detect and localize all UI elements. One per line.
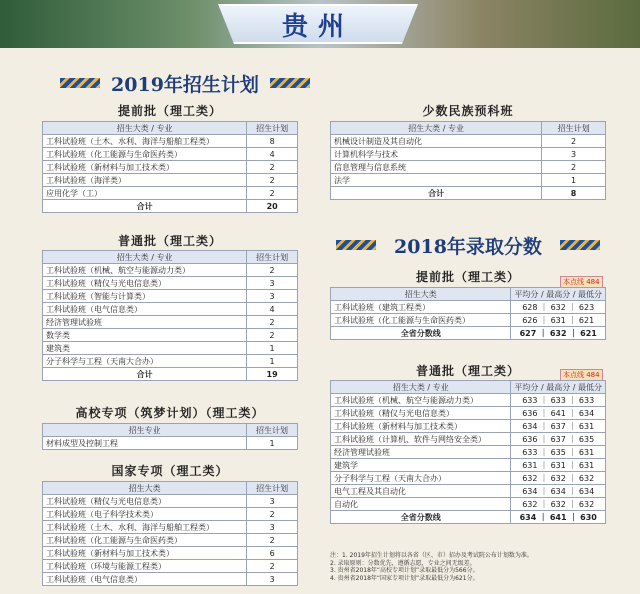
table-row [43, 355, 298, 368]
footnote: 4. 贵州省2018年“国家专项计划”录取最低分为621分。 [330, 574, 479, 582]
cell-value: 626 ｜ 631 ｜ 621 [511, 314, 606, 327]
cell-value: 2 [247, 508, 298, 521]
table-row [43, 329, 298, 342]
cell-name: 工科试验班（电气信息类） [43, 573, 247, 586]
cell-name: 工科试验班（精仪与光电信息类） [43, 495, 247, 508]
cell-value: 628 ｜ 632 ｜ 623 [511, 301, 606, 314]
cell-name: 工科试验班（新材料与加工技术类） [331, 420, 511, 433]
cell-value: 634 ｜ 641 ｜ 630 [511, 511, 606, 524]
cell-value: 3 [247, 277, 298, 290]
table-gaoxiao [42, 423, 298, 450]
cell-name: 工科试验班（建筑工程类） [331, 301, 511, 314]
subtitle-tqp-2018: 提前批（理工类） [415, 270, 520, 284]
cell-name: 工科试验班（电子科学技术类） [43, 508, 247, 521]
cell-name: 数学类 [43, 329, 247, 342]
table-row [331, 459, 606, 472]
table-row [43, 161, 298, 174]
table-row [331, 485, 606, 498]
col-header: 招生大类 [331, 288, 511, 301]
table-row [43, 560, 298, 573]
cell-name: 工科试验班（机械、航空与能源动力类） [331, 394, 511, 407]
subtitle-gaoxiao: 高校专项（筑梦计划）（理工类） [75, 406, 265, 420]
cell-value: 634 ｜ 634 ｜ 634 [511, 485, 606, 498]
cell-name: 工科试验班（电气信息类） [43, 303, 247, 316]
table-row [43, 508, 298, 521]
cell-value: 19 [247, 368, 298, 381]
cell-value: 3 [542, 148, 606, 161]
cell-value: 8 [542, 187, 606, 200]
cell-name: 经济管理试验班 [331, 446, 511, 459]
table-row [331, 174, 606, 187]
table-row [43, 303, 298, 316]
cell-name: 应用化学（工） [43, 187, 247, 200]
col-header: 平均分 / 最高分 / 最低分 [511, 288, 606, 301]
cutoff-tag: 本点线 484 [560, 369, 603, 381]
cell-name: 分子科学与工程（天南大合办） [331, 472, 511, 485]
section-heading-2018 [336, 232, 600, 258]
cutoff-tag: 本点线 484 [560, 276, 603, 288]
cell-name: 工科试验班（精仪与光电信息类） [43, 277, 247, 290]
table-row [331, 407, 606, 420]
table-row [331, 148, 606, 161]
table-row [331, 135, 606, 148]
table-row [43, 495, 298, 508]
table-ptp-2019 [42, 250, 298, 381]
cell-value: 8 [247, 135, 298, 148]
table-row [331, 161, 606, 174]
table-row [43, 264, 298, 277]
footnote: 2. 录取原则：分数优先，遵循志愿，专业之间无级差。 [330, 559, 476, 567]
table-row [43, 342, 298, 355]
cell-name: 信息管理与信息系统 [331, 161, 542, 174]
cell-name: 合计 [331, 187, 542, 200]
table-guojia [42, 481, 298, 586]
col-header: 招生大类 / 专业 [331, 122, 542, 135]
cell-value: 6 [247, 547, 298, 560]
subtitle-shaoshu: 少数民族预科班 [422, 104, 514, 118]
cell-value: 1 [247, 342, 298, 355]
total-row [331, 327, 606, 340]
cell-name: 分子科学与工程（天南大合办） [43, 355, 247, 368]
col-header: 招生计划 [247, 251, 298, 264]
cell-value: 1 [542, 174, 606, 187]
province-title: 贵州 [281, 12, 354, 42]
table-row [43, 290, 298, 303]
cell-value: 2 [542, 161, 606, 174]
table-ptp-2018 [330, 380, 606, 524]
cell-name: 工科试验班（环境与能源工程类） [43, 560, 247, 573]
cell-name: 电气工程及其自动化 [331, 485, 511, 498]
cell-name: 工科试验班（海洋类） [43, 174, 247, 187]
subtitle-tqp-2019: 提前批（理工类） [117, 104, 222, 118]
cell-name: 工科试验班（化工能源与生命医药类） [331, 314, 511, 327]
col-header: 平均分 / 最高分 / 最低分 [511, 381, 606, 394]
total-row [43, 200, 298, 213]
cell-name: 法学 [331, 174, 542, 187]
table-row [331, 301, 606, 314]
cell-name: 自动化 [331, 498, 511, 511]
table-row [43, 521, 298, 534]
cell-value: 2 [247, 560, 298, 573]
cell-value: 4 [247, 303, 298, 316]
cell-name: 工科试验班（智能与计算类） [43, 290, 247, 303]
cell-name: 工科试验班（新材料与加工技术类） [43, 547, 247, 560]
cell-value: 633 ｜ 635 ｜ 631 [511, 446, 606, 459]
cell-value: 2 [542, 135, 606, 148]
total-row [331, 511, 606, 524]
total-row [331, 187, 606, 200]
table-row [331, 314, 606, 327]
cell-value: 1 [247, 355, 298, 368]
table-row [43, 277, 298, 290]
cell-name: 计算机科学与技术 [331, 148, 542, 161]
cell-value: 20 [247, 200, 298, 213]
subtitle-ptp-2019: 普通批（理工类） [117, 234, 222, 248]
table-row [43, 174, 298, 187]
cell-name: 机械设计制造及其自动化 [331, 135, 542, 148]
cell-value: 2 [247, 534, 298, 547]
cell-name: 合计 [43, 200, 247, 213]
table-row [331, 446, 606, 459]
col-header: 招生计划 [247, 424, 298, 437]
table-row [43, 148, 298, 161]
cell-value: 636 ｜ 637 ｜ 635 [511, 433, 606, 446]
cell-name: 材料成型及控制工程 [43, 437, 247, 450]
cell-value: 3 [247, 290, 298, 303]
cell-name: 工科试验班（精仪与光电信息类） [331, 407, 511, 420]
col-header: 招生大类 / 专业 [43, 251, 247, 264]
total-row [43, 368, 298, 381]
cell-value: 2 [247, 316, 298, 329]
cell-name: 工科试验班（机械、航空与能源动力类） [43, 264, 247, 277]
col-header: 招生计划 [247, 482, 298, 495]
heading-text: 2019年招生计划 [111, 74, 259, 96]
table-row [331, 498, 606, 511]
cell-value: 3 [247, 521, 298, 534]
col-header: 招生专业 [43, 424, 247, 437]
cell-value: 633 ｜ 633 ｜ 633 [511, 394, 606, 407]
cell-value: 4 [247, 148, 298, 161]
col-header: 招生计划 [247, 122, 298, 135]
subtitle-ptp-2018: 普通批（理工类） [415, 364, 520, 378]
cell-name: 工科试验班（土木、水利、海洋与船舶工程类） [43, 521, 247, 534]
cell-name: 工科试验班（化工能源与生命医药类） [43, 148, 247, 161]
table-row [43, 187, 298, 200]
col-header: 招生大类 [43, 482, 247, 495]
cell-value: 2 [247, 187, 298, 200]
col-header: 招生大类 / 专业 [43, 122, 247, 135]
cell-value: 2 [247, 329, 298, 342]
table-row [43, 534, 298, 547]
cell-name: 合计 [43, 368, 247, 381]
cell-name: 工科试验班（新材料与加工技术类） [43, 161, 247, 174]
table-row [43, 437, 298, 450]
col-header: 招生计划 [542, 122, 606, 135]
table-row [43, 316, 298, 329]
footnote: 3. 贵州省2018年“高校专项计划”录取最低分为566分。 [330, 567, 479, 574]
cell-value: 627 ｜ 632 ｜ 621 [511, 327, 606, 340]
cell-name: 经济管理试验班 [43, 316, 247, 329]
cell-value: 632 ｜ 632 ｜ 632 [511, 498, 606, 511]
cell-value: 3 [247, 495, 298, 508]
footnote: 注：1. 2019年招生计划将以各省（区、市）招办及考试院公布计划数为准。 [330, 552, 533, 559]
table-tqp-2019 [42, 121, 298, 213]
cell-name: 工科试验班（计算机、软件与网络安全类） [331, 433, 511, 446]
footnotes [330, 552, 630, 582]
heading-text: 2018年录取分数 [394, 236, 542, 258]
cell-name: 全省分数线 [331, 511, 511, 524]
table-row [331, 420, 606, 433]
cell-name: 建筑类 [43, 342, 247, 355]
col-header: 招生大类 / 专业 [331, 381, 511, 394]
cell-value: 636 ｜ 641 ｜ 634 [511, 407, 606, 420]
table-tqp-2018 [330, 287, 606, 340]
cell-name: 工科试验班（化工能源与生命医药类） [43, 534, 247, 547]
table-row [43, 573, 298, 586]
table-row [331, 433, 606, 446]
cell-name: 工科试验班（土木、水利、海洋与船舶工程类） [43, 135, 247, 148]
cell-value: 1 [247, 437, 298, 450]
table-shaoshu [330, 121, 606, 200]
subtitle-guojia: 国家专项（理工类） [111, 464, 229, 478]
table-row [43, 135, 298, 148]
cell-value: 632 ｜ 632 ｜ 632 [511, 472, 606, 485]
cell-value: 3 [247, 573, 298, 586]
cell-name: 建筑学 [331, 459, 511, 472]
cell-value: 631 ｜ 631 ｜ 631 [511, 459, 606, 472]
cell-value: 2 [247, 174, 298, 187]
cell-value: 2 [247, 161, 298, 174]
cell-value: 2 [247, 264, 298, 277]
table-row [43, 547, 298, 560]
section-heading-2019 [60, 70, 310, 96]
table-row [331, 394, 606, 407]
cell-name: 全省分数线 [331, 327, 511, 340]
cell-value: 634 ｜ 637 ｜ 631 [511, 420, 606, 433]
table-row [331, 472, 606, 485]
